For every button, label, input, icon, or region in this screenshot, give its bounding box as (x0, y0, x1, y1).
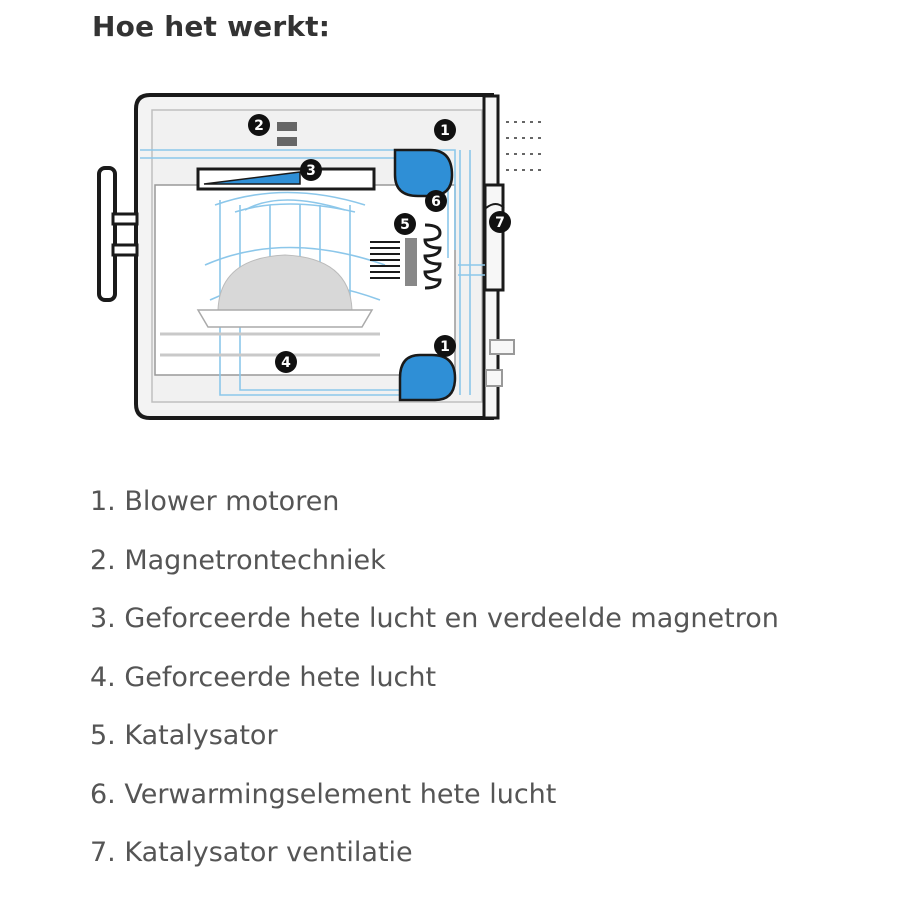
page-title: Hoe het werkt: (92, 10, 331, 43)
legend-item: 7. Katalysator ventilatie (90, 837, 413, 868)
svg-text:6: 6 (431, 194, 441, 210)
door-handle (99, 168, 115, 300)
svg-text:2: 2 (254, 118, 264, 134)
legend-item: 3. Geforceerde hete lucht en verdeelde magnetron (90, 603, 779, 634)
badge-3 (300, 159, 322, 181)
rear-connector-top (490, 340, 514, 354)
badge-1-top (434, 119, 456, 141)
blower-top (395, 150, 452, 196)
badge-1-bottom (434, 335, 456, 357)
legend-item: 1. Blower motoren (90, 486, 340, 517)
badge-6 (425, 190, 447, 212)
cooking-rack (198, 310, 372, 327)
legend-item: 2. Magnetrontechniek (90, 544, 386, 576)
door-handle-bracket-top (113, 214, 137, 224)
badge-5 (394, 213, 416, 235)
svg-text:1: 1 (440, 123, 450, 139)
magnetron-block-bottom (277, 137, 297, 146)
side-vent-box (485, 185, 503, 290)
legend-list (90, 486, 779, 896)
catalyst-grille (370, 242, 400, 278)
svg-text:4: 4 (281, 355, 291, 371)
blower-bottom (400, 355, 455, 400)
badge-7 (489, 211, 511, 233)
legend-item: 4. Geforceerde hete lucht (90, 661, 437, 693)
badge-2 (248, 114, 270, 136)
badge-4 (275, 351, 297, 373)
svg-text:7: 7 (495, 215, 505, 231)
svg-text:5: 5 (400, 217, 410, 233)
legend-item: 5. Katalysator (90, 720, 278, 751)
rear-connector-bottom (486, 370, 502, 386)
svg-text:3: 3 (306, 163, 316, 179)
door-handle-bracket-bottom (113, 245, 137, 255)
svg-text:1: 1 (440, 339, 450, 355)
magnetron-block-top (277, 122, 297, 131)
catalyst-element (405, 238, 417, 286)
exhaust-vent-marks (506, 122, 542, 170)
legend-item: 6. Verwarmingselement hete lucht (90, 778, 557, 810)
